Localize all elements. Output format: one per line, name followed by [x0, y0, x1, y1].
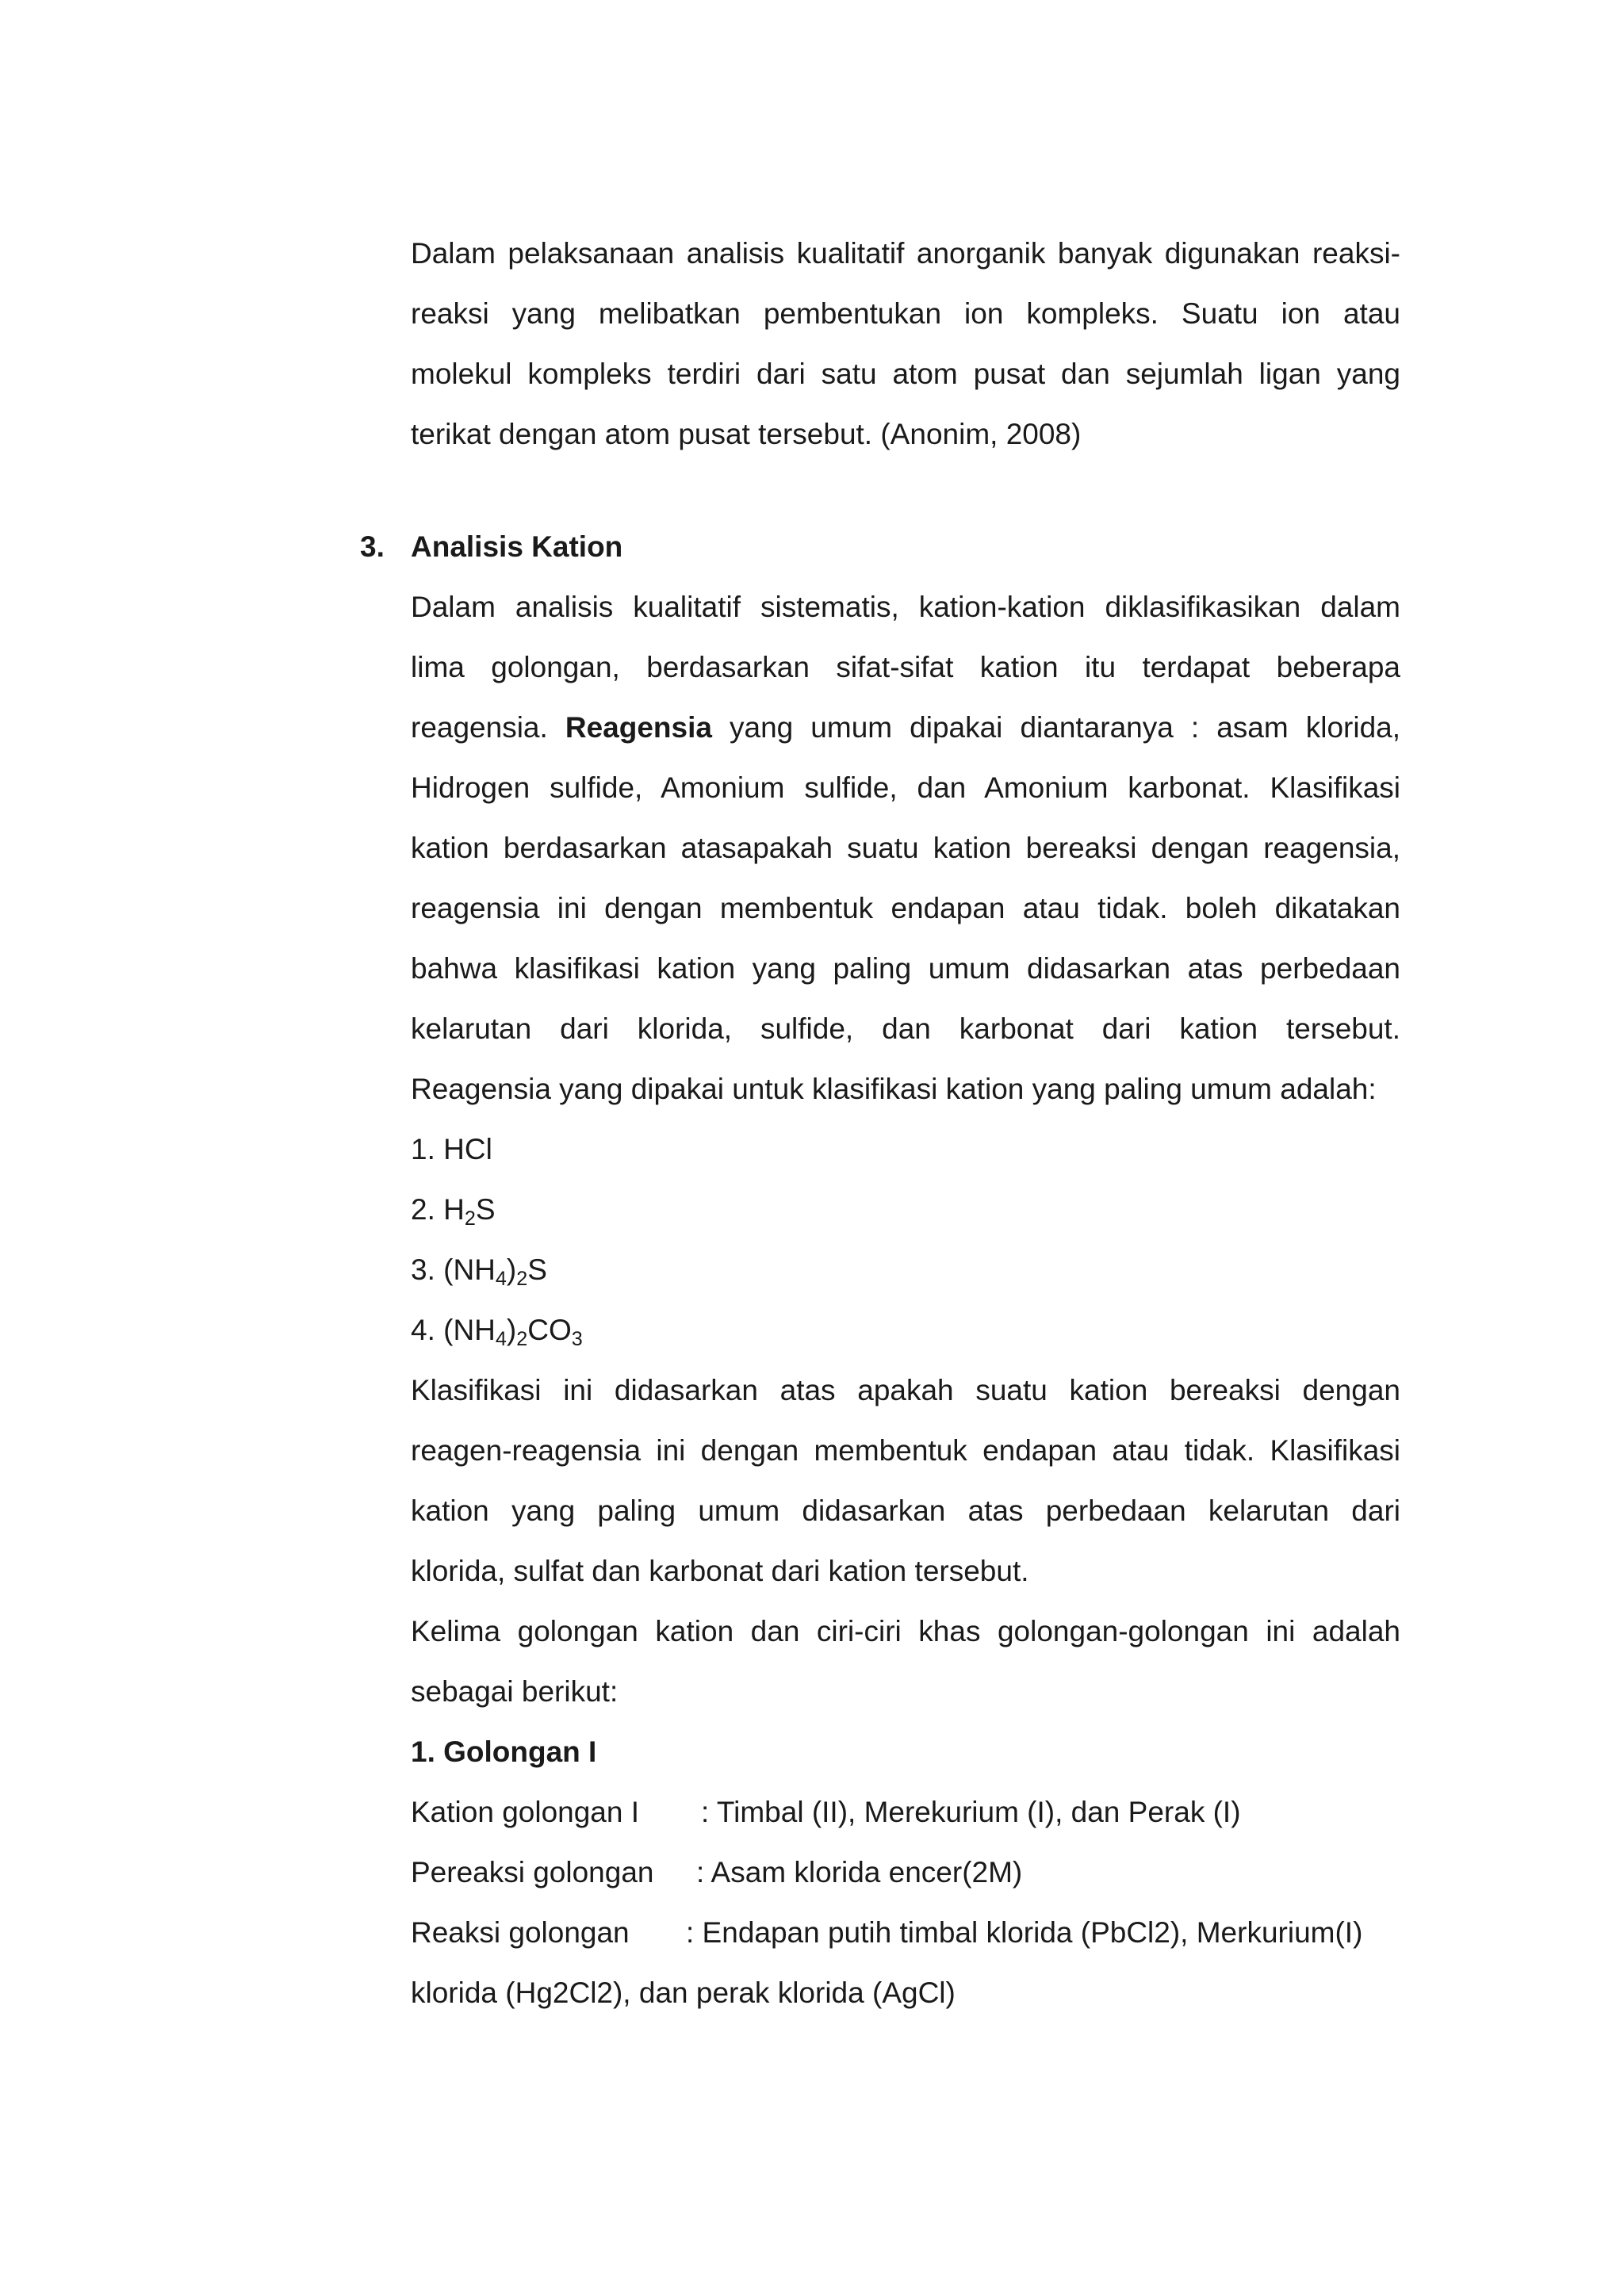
reagent-subscript: 2 [516, 1268, 528, 1291]
reagent-subscript: 2 [464, 1207, 476, 1230]
pereaksi-golongan-row [411, 1843, 1400, 1903]
paragraph-line: bahwa klasifikasi kation yang paling umum didasarkan atas perbedaan [411, 952, 1400, 985]
pereaksi-label: Pereaksi golongan [411, 1856, 654, 1888]
golongan-heading: 1. Golongan I [411, 1735, 597, 1768]
paragraph-line: lima golongan, berdasarkan sifat-sifat kation itu terdapat beberapa [411, 651, 1400, 683]
reagent-item-nh4-2co3 [411, 1300, 1400, 1360]
reagent-text: 4. (NH [411, 1314, 496, 1346]
reagent-text: S [527, 1253, 547, 1286]
intro-line: terikat dengan atom pusat tersebut. (Anonim, 2008) [411, 418, 1082, 450]
intro-line: reaksi yang melibatkan pembentukan ion kompleks. Suatu ion atau [411, 297, 1400, 330]
reagensia-after: yang umum dipakai diantaranya : asam klorida, [730, 711, 1401, 744]
paragraph-line: kation berdasarkan atasapakah suatu kation bereaksi dengan reagensia, [411, 832, 1400, 864]
paragraph-line-reagensia [411, 698, 1400, 758]
kation-golongan-row [411, 1782, 1400, 1843]
reagent-text: ) [506, 1253, 517, 1286]
reagent-text: S [475, 1193, 496, 1226]
section-title: Analisis Kation [411, 530, 623, 563]
kation-label: Kation golongan I [411, 1796, 640, 1828]
reagent-text: CO [527, 1314, 572, 1346]
paragraph-line: Hidrogen sulfide, Amonium sulfide, dan Amonium karbonat. Klasifikasi [411, 771, 1400, 804]
reagent-subscript: 2 [516, 1328, 528, 1351]
reagent-item-hcl: 1. HCl [411, 1133, 492, 1165]
intro-line: Dalam pelaksanaan analisis kualitatif anorganik banyak digunakan reaksi- [411, 237, 1400, 270]
paragraph-line: reagensia ini dengan membentuk endapan atau tidak. boleh dikatakan [411, 892, 1400, 924]
paragraph-line: sebagai berikut: [411, 1675, 619, 1708]
paragraph-line: Dalam analisis kualitatif sistematis, kation-kation diklasifikasikan dalam [411, 591, 1400, 623]
reagent-text: ) [506, 1314, 517, 1346]
reaksi-golongan-row [411, 1903, 1400, 1963]
reagensia-before: reagensia. [411, 711, 548, 744]
reagent-subscript: 4 [495, 1328, 507, 1351]
pereaksi-value: : Asam klorida encer(2M) [696, 1856, 1023, 1888]
paragraph-line: klorida, sulfat dan karbonat dari kation tersebut. [411, 1555, 1029, 1587]
reaksi-value: : Endapan putih timbal klorida (PbCl2), Merkurium(I) [686, 1916, 1363, 1949]
paragraph-line: Klasifikasi ini didasarkan atas apakah suatu kation bereaksi dengan [411, 1374, 1400, 1406]
paragraph-line: kation yang paling umum didasarkan atas perbedaan kelarutan dari [411, 1494, 1400, 1527]
reagent-text: 3. (NH [411, 1253, 496, 1286]
paragraph-line: Kelima golongan kation dan ciri-ciri khas golongan-golongan ini adalah [411, 1615, 1400, 1647]
section-number: 3. [360, 530, 385, 563]
reagent-item-nh4-2s [411, 1240, 1400, 1300]
reagent-subscript: 4 [495, 1268, 507, 1291]
paragraph-line: Reagensia yang dipakai untuk klasifikasi kation yang paling umum adalah: [411, 1073, 1377, 1105]
reaksi-continuation: klorida (Hg2Cl2), dan perak klorida (AgCl) [411, 1976, 956, 2009]
reagent-subscript: 3 [571, 1328, 583, 1351]
reagent-text: 2. H [411, 1193, 465, 1226]
reaksi-label: Reaksi golongan [411, 1916, 630, 1949]
paragraph-line: reagen-reagensia ini dengan membentuk endapan atau tidak. Klasifikasi [411, 1434, 1400, 1467]
reagent-item-h2s [411, 1180, 1400, 1240]
kation-value: : Timbal (II), Merekurium (I), dan Perak (I) [701, 1796, 1241, 1828]
reagensia-bold: Reagensia [565, 711, 712, 744]
intro-line: molekul kompleks terdiri dari satu atom pusat dan sejumlah ligan yang [411, 358, 1400, 390]
paragraph-line: kelarutan dari klorida, sulfide, dan karbonat dari kation tersebut. [411, 1012, 1400, 1045]
